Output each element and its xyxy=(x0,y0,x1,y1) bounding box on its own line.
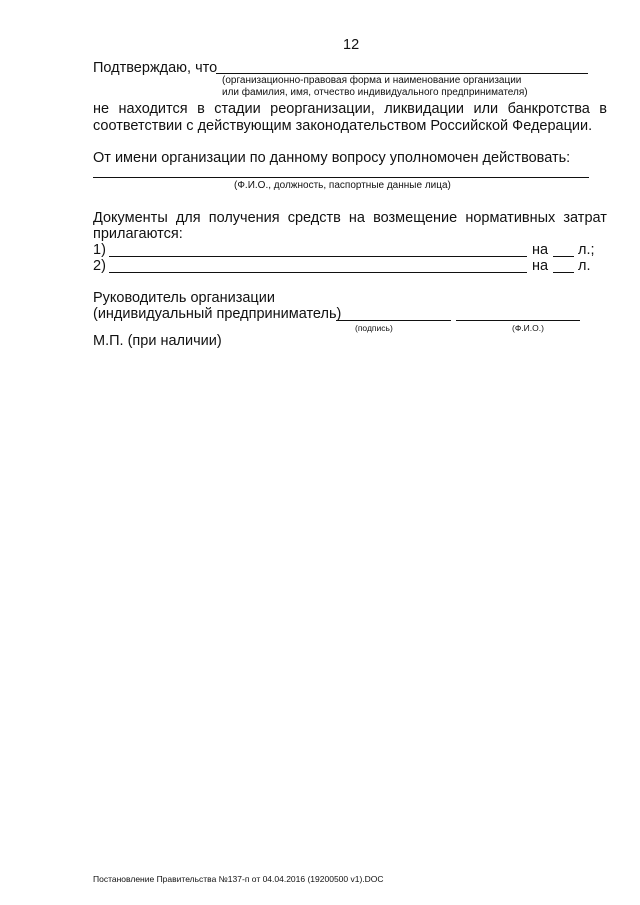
confirm-text-line1 xyxy=(93,101,607,117)
word: не xyxy=(93,101,110,117)
authorized-text: От имени организации по данному вопросу уполномочен действовать: xyxy=(93,150,571,166)
word: реорганизации, xyxy=(270,101,375,117)
confirm-label: Подтверждаю, что xyxy=(93,60,218,76)
word: для xyxy=(175,210,201,226)
document-item-number: 1) xyxy=(93,242,106,258)
word: Документы xyxy=(93,210,168,226)
authorized-caption: (Ф.И.О., должность, паспортные данные лица) xyxy=(234,180,451,191)
organization-caption-line2: или фамилия, имя, отчество индивидуального предпринимателя) xyxy=(222,87,528,98)
word: на xyxy=(348,210,365,226)
confirm-text-line2: соответствии с действующим законодательством Российской Федерации. xyxy=(93,118,593,134)
footer-document-reference: Постановление Правительства №137-п от 04.04.2016 (19200500 v1).DOC xyxy=(93,874,384,884)
word: возмещение xyxy=(373,210,458,226)
name-field[interactable] xyxy=(456,320,580,321)
name-caption: (Ф.И.О.) xyxy=(512,323,544,333)
word: в xyxy=(197,101,205,117)
word: банкротства xyxy=(507,101,590,117)
documents-text-line2: прилагаются: xyxy=(93,226,183,242)
organization-caption-line1: (организационно-правовая форма и наименование организации xyxy=(222,75,522,86)
stamp-place-label: М.П. (при наличии) xyxy=(93,333,222,349)
signature-caption: (подпись) xyxy=(355,323,393,333)
document-item-2-sheets-field[interactable] xyxy=(553,272,574,273)
organization-name-field[interactable] xyxy=(216,73,588,74)
word: или xyxy=(473,101,499,117)
word: находится xyxy=(118,101,188,117)
word: средств xyxy=(287,210,341,226)
authorized-person-field[interactable] xyxy=(93,177,589,178)
document-item-1-sheets-field[interactable] xyxy=(553,256,574,257)
head-title-line1: Руководитель организации xyxy=(93,290,275,306)
document-item-sheets-label: л. xyxy=(578,258,591,274)
document-item-1-name-field[interactable] xyxy=(109,256,527,257)
document-item-2-name-field[interactable] xyxy=(109,272,527,273)
head-title-line2: (индивидуальный предприниматель) xyxy=(93,306,342,322)
document-item-on-label: на xyxy=(532,258,549,274)
document-item-number: 2) xyxy=(93,258,106,274)
document-item-sheets-label: л.; xyxy=(578,242,595,258)
word: затрат xyxy=(563,210,607,226)
word: нормативных xyxy=(465,210,556,226)
word: в xyxy=(599,101,607,117)
word: стадии xyxy=(214,101,261,117)
documents-text-line1 xyxy=(93,210,607,226)
document-item-on-label: на xyxy=(532,242,549,258)
page-number: 12 xyxy=(343,37,360,53)
word: получения xyxy=(208,210,280,226)
signature-field[interactable] xyxy=(336,320,451,321)
word: ликвидации xyxy=(384,101,465,117)
